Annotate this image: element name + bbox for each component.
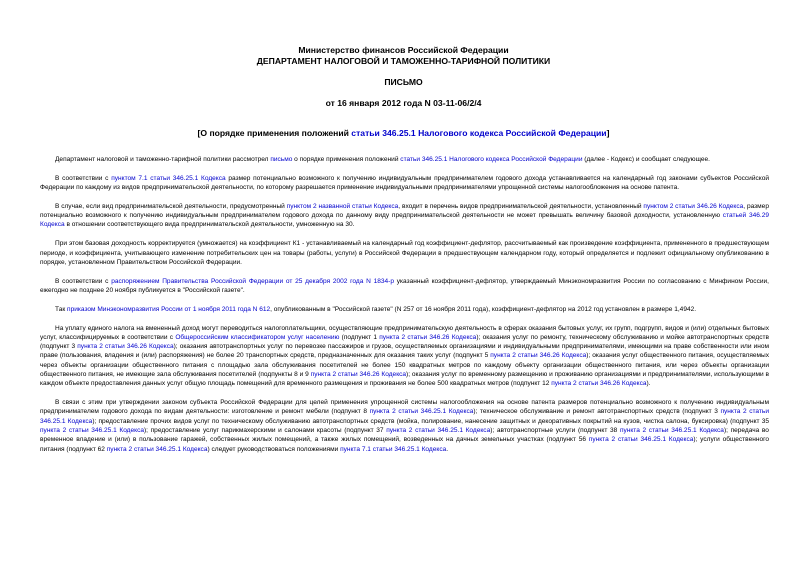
link-346-26[interactable]: пункта 2 статьи 346.26 Кодекса bbox=[77, 343, 174, 351]
text: , опубликованным в "Российской газете" (N 257 от 16 ноября 2011 года), коэффициент-дефлятор на 2012 год установлен в размере 1,4942. bbox=[270, 305, 697, 313]
text: Департамент налоговой и таможенно-тарифной политики рассмотрел bbox=[55, 156, 271, 163]
link-346-26[interactable]: пункта 2 статьи 346.26 Кодекса bbox=[490, 352, 587, 360]
text: размер потенциально возможного к получению индивидуальным предпринимателем годового дохода устанавливается на календарный год законами субъектов Российской Федерации по каждому из видов предпринимательской деятельности, по которому разрешается применение индивидуальными предпринимателями упрощенной системы налогообложения на основе патента. bbox=[40, 174, 769, 192]
link-classifier[interactable]: Общероссийским классификатором услуг населению bbox=[175, 333, 340, 341]
ministry-name: Министерство финансов Российской Федерации bbox=[298, 45, 509, 55]
link-346-25-1[interactable]: пункта 2 статьи 346.25.1 Кодекса bbox=[619, 427, 724, 435]
text: ); оказания услуг общественного питания, осуществляемых через объекты организации общественного питания с площадью зала обслуживания посетителей не более 150 квадратных метров по каждому объекту организации общественного питания, или через объекты организации общественного питания, не имеющие зала обслуживания посетителей (подпункты 8 и 9 bbox=[40, 352, 770, 379]
text: На уплату единого налога на вмененный доход могут переводиться налогоплательщики, осуществляющие предпринимательскую деятельность в сферах оказания бытовых услуг, их групп, подгрупп, видов и (или) отдельных бытовых услуг, классифицируемых в соответствии с bbox=[40, 324, 769, 341]
link-article-346-29[interactable]: статьей 346.29 Кодекса bbox=[40, 212, 770, 229]
paragraph-8 bbox=[40, 398, 769, 454]
document-header bbox=[0, 45, 807, 109]
title-close: ] bbox=[606, 128, 610, 138]
link-point-7-1[interactable]: пунктом 7.1 статьи 346.25.1 Кодекса bbox=[111, 174, 226, 182]
paragraph-2 bbox=[40, 174, 769, 193]
document-type: ПИСЬМО bbox=[384, 77, 423, 87]
text: Так bbox=[55, 305, 68, 313]
link-346-26[interactable]: пункта 2 статьи 346.26 Кодекса bbox=[379, 333, 477, 341]
text: , размер потенциально возможного к получению индивидуальным предпринимателем годового дохода по данному виду предпринимательской деятельности не может превышать величину базовой доходности, установленную bbox=[40, 202, 769, 220]
link-346-25-1[interactable]: пункта 2 статьи 346.25.1 Кодекса bbox=[588, 436, 694, 444]
link-point-7-1[interactable]: пункта 7.1 статьи 346.25.1 Кодекса bbox=[340, 445, 447, 453]
text: ); техническое обслуживание и ремонт автотранспортных средств (подпункт 3 bbox=[473, 408, 721, 416]
paragraph-1 bbox=[40, 155, 769, 164]
link-government-order[interactable]: распоряжением Правительства Российской Федерации от 25 декабря 2002 года N 1834-р bbox=[111, 277, 394, 285]
text: ); оказания услуг по ремонту, техническому обслуживанию и мойке автотранспортных средств (подпункт 3 bbox=[40, 333, 769, 351]
link-ministry-order[interactable]: приказом Минэкономразвития России от 1 ноября 2011 года N 612 bbox=[67, 305, 271, 313]
text: ); предоставление прочих видов услуг по техническому обслуживанию автотранспортных средств (мойка, полирование, нанесение защитных и декоративных покрытий на кузов, чистка салона, буксировка) (подпункт 35 bbox=[92, 417, 769, 425]
title-link[interactable]: статьи 346.25.1 Налогового кодекса Российской Федерации bbox=[351, 128, 607, 138]
text: . bbox=[446, 445, 449, 453]
link-letter[interactable]: письмо bbox=[270, 156, 293, 163]
text: В соответствии с bbox=[55, 174, 112, 182]
text: ); автотранспортные услуги (подпункт 38 bbox=[490, 427, 620, 435]
text: ). bbox=[646, 380, 651, 388]
text: В связи с этим при утверждении законом субъекта Российской Федерации для целей применения упрощенной системы налогообложения на основе патента размеров потенциально возможного к получению индивидуальным предпринимателем годового дохода по видам деятельности: изготовление и ремонт мебели (подпункт 8 bbox=[40, 399, 769, 416]
link-point-2[interactable]: пунктом 2 названной статьи Кодекса bbox=[286, 202, 399, 210]
text: о порядке применения положений bbox=[292, 156, 401, 163]
text: (далее - Кодекс) и сообщает следующее. bbox=[582, 156, 710, 163]
text: , входит в перечень видов предпринимательской деятельности, установленный bbox=[398, 202, 644, 210]
department-name: ДЕПАРТАМЕНТ НАЛОГОВОЙ И ТАМОЖЕННО-ТАРИФНОЙ ПОЛИТИКИ bbox=[256, 56, 551, 66]
text: ) следует руководствоваться положениями bbox=[207, 445, 341, 453]
document-title bbox=[0, 128, 807, 138]
text: ); оказания услуг по временному размещению и проживанию организациями и предпринимателями, использующими в каждом объекте предоставления данных услуг общую площадь помещений для временного размещения и проживания не более 500 квадратных метров (подпункт 12 bbox=[40, 371, 769, 388]
link-346-25-1[interactable]: пункта 2 статьи 346.25.1 Кодекса bbox=[40, 427, 144, 435]
link-346-25-1[interactable]: пункта 2 статьи 346.25.1 Кодекса bbox=[106, 445, 208, 453]
paragraph-7 bbox=[40, 324, 769, 389]
paragraph-4: При этом базовая доходность корректируется (умножается) на коэффициент К1 - устанавливаемый на календарный год коэффициент-дефлятор, рассчитываемый как произведение коэффициента, примененного в предшествующем периоде, и коэффициента, учитывающего изменение потребительских цен на товары (работы, услуги) в Российской Федерации в предшествующем календарном году, который определяется и подлежит официальному опубликованию в порядке, установленном Правительством Российской Федерации. bbox=[40, 240, 769, 266]
document-body bbox=[40, 155, 769, 463]
link-346-25-1[interactable]: пункта 2 статьи 346.25.1 Кодекса bbox=[40, 408, 769, 425]
text: ); оказания автотранспортных услуг по перевозке пассажиров и грузов, осуществляемых организациями и индивидуальными предпринимателями, имеющими на праве собственности или ином праве (пользования, владения и (или) распоряжения) не более 20 транспортных средств, предназначенных для оказания таких услуг (подпункт 5 bbox=[40, 343, 770, 360]
link-point-2-346-26[interactable]: пунктом 2 статьи 346.26 Кодекса bbox=[643, 202, 744, 210]
document-date-number: от 16 января 2012 года N 03-11-06/2/4 bbox=[325, 98, 482, 108]
paragraph-5 bbox=[40, 277, 769, 296]
text: ); услуги общественного питания (подпункт 62 bbox=[40, 436, 769, 453]
text: В случае, если вид предпринимательской деятельности, предусмотренный bbox=[55, 202, 287, 210]
link-346-26[interactable]: пункта 2 статьи 346.26 Кодекса bbox=[310, 371, 407, 379]
text: в отношении соответствующего вида предпринимательской деятельности, умноженную на 30. bbox=[64, 221, 355, 229]
title-open: [О порядке применения положений bbox=[197, 128, 352, 138]
paragraph-6 bbox=[40, 305, 769, 314]
link-346-25-1[interactable]: пункта 2 статьи 346.25.1 Кодекса bbox=[386, 427, 491, 435]
link-346-26[interactable]: пункта 2 статьи 346.26 Кодекса bbox=[551, 380, 647, 388]
text: указанный коэффициент-дефлятор, утверждаемый Минэкономразвития России по согласованию с Минфином России, ежегодно не позднее 20 ноября публикуется в "Российской газете". bbox=[40, 277, 769, 294]
text: ); предоставление услуг парикмахерскими и салонами красоты (подпункт 37 bbox=[144, 427, 387, 435]
paragraph-3 bbox=[40, 202, 769, 230]
link-346-25-1[interactable]: пункта 2 статьи 346.25.1 Кодекса bbox=[369, 408, 474, 416]
text: ); передача во временное владение и (или) в пользование гаражей, собственных жилых помещений, а также жилых помещений, возведенных на дачных земельных участках (подпункт 56 bbox=[40, 427, 769, 444]
link-article-346-25-1[interactable]: статьи 346.25.1 Налогового кодекса Российской Федерации bbox=[400, 156, 583, 163]
text: (подпункт 1 bbox=[339, 333, 380, 341]
text: В соответствии с bbox=[55, 277, 112, 285]
